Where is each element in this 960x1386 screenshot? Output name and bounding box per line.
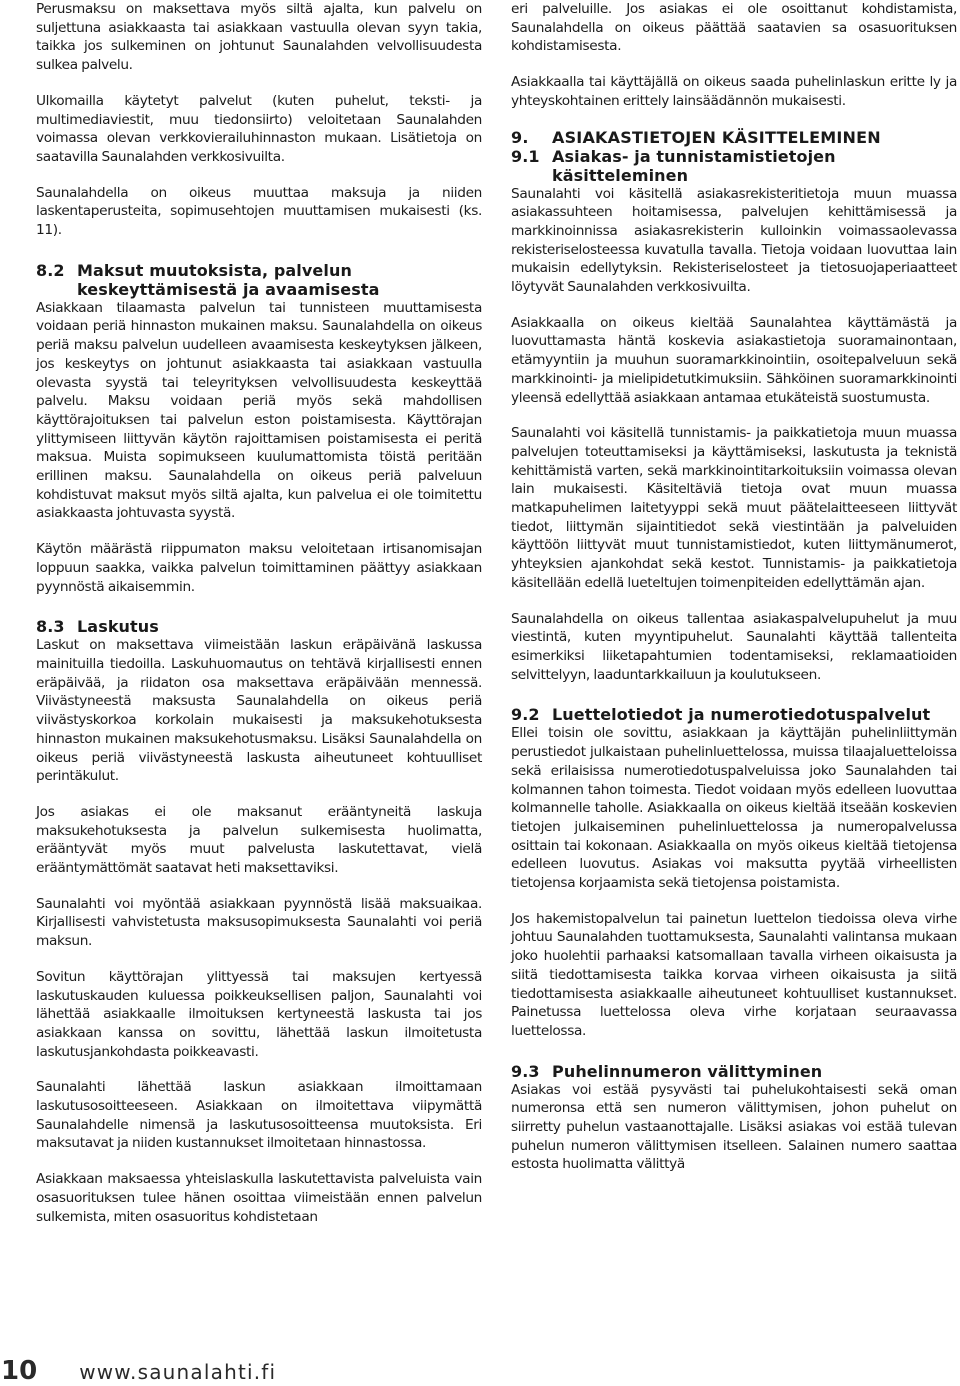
section-number: 9.3	[511, 1061, 540, 1081]
section-heading-8-3	[36, 617, 482, 636]
left-column	[36, 0, 482, 1226]
paragraph: Saunalahdella on oikeus tallentaa asiakaspalvelupuhelut ja muu viestintä, kuten myyntipuhelut. Saunalahti käyttää tallenteita esimerkiksi liiketapahtumien todentamiseksi, reklamaatioiden selvittelyyn, laaduntarkkailuun ja koulutukseen.	[511, 610, 957, 683]
section-heading-9-2	[511, 705, 957, 724]
paragraph: Asiakkaalla tai käyttäjällä on oikeus saada puhelinlaskun eritte ly ja yhteyskohtainen erittely lainsäädännön mukaisesti.	[511, 74, 957, 109]
paragraph: Ulkomailla käytetyt palvelut (kuten puhelut, teksti- ja multimediaviestit, muu tiedonsiirto) veloitetaan Saunalahden voimassa olevan verkkovierailuhinnaston mukaan. Lisätietoja on saatavilla Saunalahden verkkosivuilta.	[36, 92, 482, 165]
paragraph: Saunalahdella on oikeus muuttaa maksuja ja niiden laskentaperusteita, sopimusehtojen muuttamisen mukaisesti (ks. 11).	[36, 184, 482, 239]
paragraph: Asiakkaalla on oikeus kieltää Saunalahtea käyttämästä ja luovuttamasta häntä koskevia asiakastietoja suoramainontaan, etämyyntiin ja muuhun suoramarkkinointiin, osoitepalveluun sekä markkinointi- ja mielipidetutkimuksiin. Sähköinen suoramarkkinointi yleensä edellyttää asiakkaan antamaa etukäteistä suostumusta.	[511, 314, 957, 406]
page-number: 10	[1, 1356, 38, 1386]
section-heading-8-2	[36, 261, 482, 299]
section-number: 8.3	[36, 617, 65, 637]
paragraph: Asiakkaan maksaessa yhteislaskulla laskutettavista palveluista vain osasuorituksen tulee hänen osoittaa viimeistään ennen palvelun sulkemista, miten osasuoritus kohdistetaan	[36, 1171, 482, 1225]
paragraph: Laskut on maksettava viimeistään laskun eräpäivänä laskussa mainituilla tiedoilla. Laskuhuomautus on tehtävä kirjallisesti ennen eräpäivää, ja riidaton osa maksettava eräpäivään mennessä. Viivästyneestä maksusta Saunalahdella on oikeus periä viivästyskorkoa korkolain mukaisesti ja maksukehotuksesta hinnaston mukainen maksukehotusmaksu. Lisäksi Saunalahdella on oikeus periä viivästyneestä laskusta aiheutuneet kohtuulliset perintäkulut.	[36, 637, 482, 785]
paragraph: Saunalahti voi käsitellä asiakasrekisteritietoja muun muassa asiakassuhteen hoitamisessa, palvelujen kehittämisessä ja markkinoinnissa asiakasrekisterin kulloinkin voimassaolevassa rekisteriselosteessa kuvatulla tavalla. Tietoja voidaan luovuttaa lain mukaisin edellytyksin. Rekisteriselosteet ja tietosuojaperiaatteet löytyvät Saunalahden verkkosivuilta.	[511, 185, 957, 296]
paragraph: eri palveluille. Jos asiakas ei ole osoittanut kohdistamista, Saunalahdella on oikeus päättää saatavien sa osasuorituksen kohdistamisesta.	[511, 1, 957, 55]
section-title: Puhelinnumeron välittyminen	[552, 1061, 823, 1081]
section-title: Maksut muutoksista, palvelun keskeyttämisestä ja avaamisesta	[77, 260, 380, 299]
chapter-heading-9	[511, 128, 957, 147]
section-heading-9-1	[511, 147, 957, 185]
paragraph: Asiakas voi estää pysyvästi tai puhelukohtaisesti sekä oman numeronsa että sen numeron välittymisen, johon puhelut on siirretty puhelun vastaanottajalle. Lisäksi asiakas voi estää tulevan puhelun numeron välittymisen itselleen. Salainen numero saattaa estosta huolimatta välittyä	[511, 1081, 957, 1173]
section-title: Luettelotiedot ja numerotiedotuspalvelut	[552, 705, 931, 725]
paragraph: Saunalahti voi käsitellä tunnistamis- ja paikkatietoja muun muassa palvelujen toteuttamiseksi ja käyttämiseksi, laskutusta ja teknistä kehittämistä varten, sekä markkinointitarkoituksiin voimassa olevan lain mukaisesti. Käsiteltäviä tietoja ovat muun muassa matkapuhelimen laitetyyppi sekä muut päätelaitteeseen liittyvät tiedot, liittymän sijaintitiedot sekä viestintään ja palveluiden käyttöön liittyvät muut tunnistamistiedot, kuten liittymänumerot, yhteyksien ajankohdat sekä kestot. Tunnistamis- ja paikkatietoja käsitellään edellä lueteltujen toimenpiteiden edellyttämän ajan.	[511, 425, 957, 591]
section-number: 9.2	[511, 705, 540, 725]
paragraph: Jos hakemistopalvelun tai painetun luettelon tiedoissa oleva virhe johtuu Saunalahden tuottamuksesta, Saunalahti valintansa mukaan joko huolehtii parhaaksi katsomallaan tavalla virheen oikaisusta ja siitä tiedottamisesta taikka korvaa virheen oikaisusta ja siitä tiedottamisesta asiakkaalle aiheutuneet kohtuulliset kustannukset. Painetussa luettelossa oleva virhe korjataan seuraavassa luettelossa.	[511, 910, 957, 1039]
paragraph: Jos asiakas ei ole maksanut erääntyneitä laskuja maksukehotuksesta ja palvelun sulkemisesta huolimatta, erääntyvät myös muut palvelusta laskutettavat, vielä erääntymättömät saatavat heti maksettaviksi.	[36, 803, 482, 877]
paragraph: Saunalahti lähettää laskun asiakkaan ilmoittamaan laskutusosoitteeseen. Asiakkaan on ilmoitettava viipymättä Saunalahdelle nimensä ja laskutusosoitteensa muutoksista. Eri maksutavat ja niiden kustannukset ilmoitetaan hinnastossa.	[36, 1079, 482, 1152]
section-number: 8.2	[36, 260, 65, 280]
page-footer	[0, 1352, 276, 1386]
section-heading-9-3	[511, 1062, 957, 1081]
paragraph: Saunalahti voi myöntää asiakkaan pyynnöstä lisää maksuaikaa. Kirjallisesti vahvistetusta maksusopimuksesta Saunalahti voi periä maksun.	[36, 895, 482, 950]
chapter-title: ASIAKASTIETOJEN KÄSITTELEMINEN	[552, 127, 881, 147]
chapter-number: 9.	[511, 127, 529, 147]
paragraph: Ellei toisin ole sovittu, asiakkaan ja käyttäjän puhelinliittymän perustiedot julkaistaan puhelinluettelossa, muissa tilaajaluetteloissa sekä erilaisissa numerotiedotuspalveluissa joko Saunalahden tai kolmannen tahon toimesta. Tiedot voidaan myös edelleen luovuttaa kolmannelle taholle. Asiakkaalla on oikeus kieltää itseään koskevien tietojen julkaiseminen puhelinluettelossa ja numeropalvelussa osittain tai kokonaan. Asiakkaalla on myös oikeus kieltää tietojensa edelleen luovutus. Asiakas voi maksutta pyytää virheellisten tietojensa korjaamista sekä tietojensa poistamista.	[511, 725, 957, 892]
paragraph: Sovitun käyttörajan ylittyessä tai maksujen kertyessä laskutuskauden kuluessa poikkeuksellisen paljon, Saunalahti voi lähettää asiakkaalle ilmoituksen kertyneestä laskusta tai jos asiakkaan kanssa on sovittu, lähettää laskun ilmoitetusta laskutusjankohdasta poikkeavasti.	[36, 968, 482, 1060]
section-title: Laskutus	[77, 617, 159, 637]
paragraph: Käytön määrästä riippumaton maksu veloitetaan irtisanomisajan loppuun saakka, vaikka palvelun toimittaminen päättyy asiakkaan pyynnöstä aikaisemmin.	[36, 541, 482, 595]
website-link[interactable]: www.saunalahti.fi	[79, 1360, 277, 1384]
right-column	[511, 0, 957, 1174]
paragraph: Asiakkaan tilaamasta palvelun tai tunnisteen muuttamisesta voidaan periä hinnaston mukainen maksu. Saunalahdella on oikeus periä maksu palvelun uudelleen avaamisesta keskeytyksen jälkeen, jos keskeytys on johtunut asiakkaasta tai asiakkaan vastuulla olevasta syystä tai teleyrityksen velvollisuudesta keskeyttää palvelu. Maksu voidaan periä myös sekä mahdollisen käyttörajoituksen tai palvelun eston poistamisesta. Käyttörajan ylittymiseen liittyvän käytön rajoittamisen poistamisesta ei peritä maksua. Muista sopimukseen kuulumattomista töistä peritään erillinen maksu. Saunalahdella on oikeus periä palveluun kohdistuvat maksut myös siltä ajalta, kun palvelua ei ole toimitettu asiakkaasta johtuvasta syystä.	[36, 299, 482, 522]
section-title: Asiakas- ja tunnistamistietojen käsitteleminen	[552, 146, 836, 185]
section-number: 9.1	[511, 146, 540, 166]
paragraph: Perusmaksu on maksettava myös siltä ajalta, kun palvelu on suljettuna asiakkaasta tai asiakkaan vastuulla olevan syyn takia, taikka jos sulkeminen on johtunut Saunalahden velvollisuudesta sulkea palvelu.	[36, 1, 482, 74]
